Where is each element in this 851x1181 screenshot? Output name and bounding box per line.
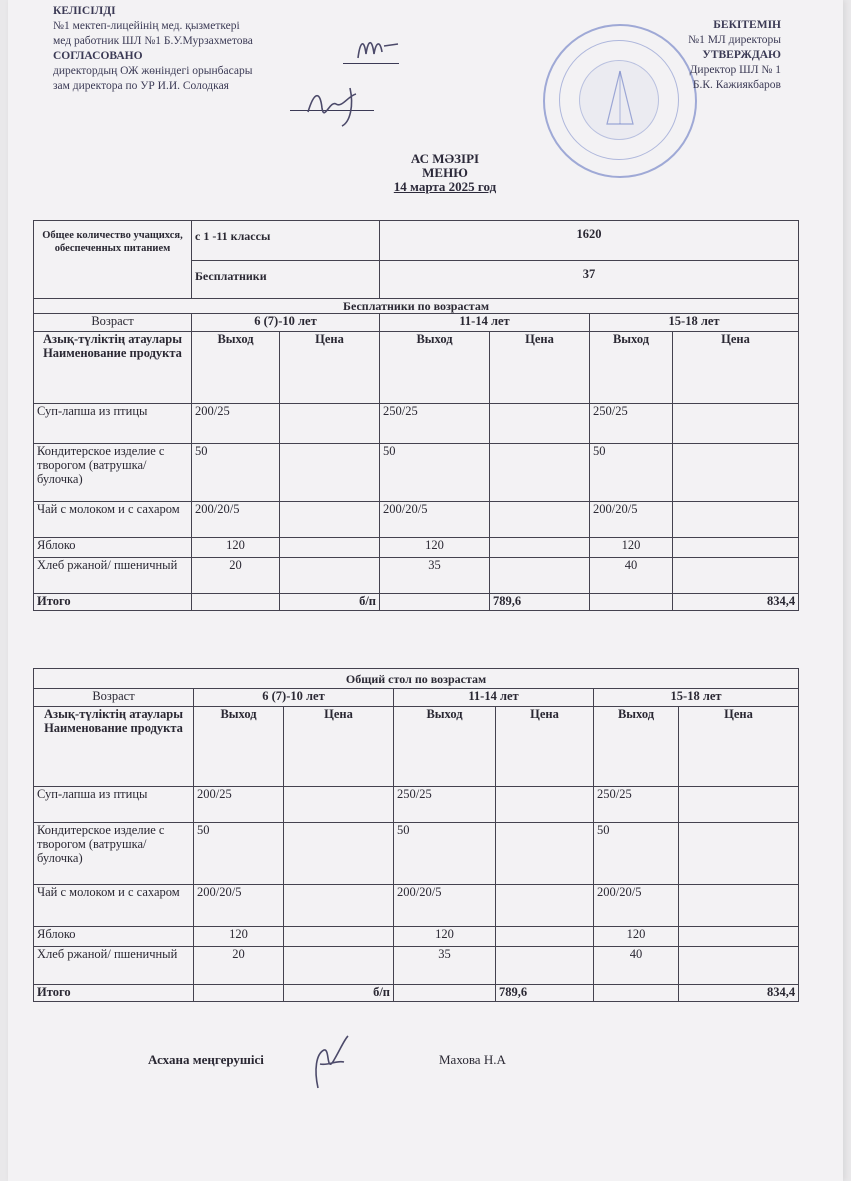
price-cell <box>284 823 394 885</box>
product-name: Хлеб ржаной/ пшеничный <box>34 947 194 985</box>
total-value: 789,6 <box>490 594 590 611</box>
col-price: Цена <box>673 332 799 404</box>
table-row <box>34 502 799 538</box>
footer-name: Махова Н.А <box>439 1052 506 1067</box>
total-row <box>34 594 799 611</box>
title-date: 14 марта 2025 год <box>393 179 497 194</box>
table-row <box>34 404 799 444</box>
output-value: 50 <box>394 823 496 885</box>
footer-label: Асхана меңгерушісі <box>148 1052 264 1067</box>
price-cell <box>490 404 590 444</box>
price-cell <box>284 947 394 985</box>
output-value: 50 <box>192 444 280 502</box>
price-cell <box>490 444 590 502</box>
output-value: 35 <box>380 558 490 594</box>
output-value: 120 <box>192 538 280 558</box>
price-cell <box>673 444 799 502</box>
output-value: 200/20/5 <box>590 502 673 538</box>
price-cell <box>679 927 799 947</box>
table-title: Общий стол по возрастам <box>34 669 799 689</box>
output-value: 250/25 <box>590 404 673 444</box>
product-name: Чай с молоком и с сахаром <box>34 502 192 538</box>
price-cell <box>490 502 590 538</box>
output-value: 40 <box>594 947 679 985</box>
col-output: Выход <box>192 332 280 404</box>
price-cell <box>284 787 394 823</box>
menu-table-general <box>33 668 799 1002</box>
product-name: Яблоко <box>34 538 192 558</box>
output-value: 250/25 <box>394 787 496 823</box>
output-value: 200/20/5 <box>594 885 679 927</box>
price-cell <box>679 947 799 985</box>
price-cell <box>673 404 799 444</box>
price-cell <box>280 502 380 538</box>
output-value: 50 <box>594 823 679 885</box>
output-value: 200/20/5 <box>380 502 490 538</box>
age-group: 15-18 лет <box>594 689 799 707</box>
header-right-line: Директор ШЛ № 1 <box>689 64 781 76</box>
signature-mark <box>300 82 380 130</box>
total-value: 834,4 <box>673 594 799 611</box>
output-value: 250/25 <box>380 404 490 444</box>
age-label: Возраст <box>34 314 192 332</box>
menu-table-free <box>33 298 799 611</box>
output-value: 200/25 <box>194 787 284 823</box>
header-left-line: зам директора по УР И.И. Солодкая <box>53 80 229 92</box>
total-value: 834,4 <box>679 985 799 1002</box>
price-cell <box>496 787 594 823</box>
age-label: Возраст <box>34 689 194 707</box>
header-left-line: КЕЛІСІЛДІ <box>53 5 116 17</box>
table-row <box>34 823 799 885</box>
price-cell <box>679 823 799 885</box>
col-price: Цена <box>280 332 380 404</box>
header-left-line: директордың ОЖ жөніндегі орынбасары <box>53 65 253 77</box>
col-output: Выход <box>394 707 496 787</box>
table-row <box>34 538 799 558</box>
signature-mark <box>300 1030 360 1092</box>
col-price: Цена <box>679 707 799 787</box>
price-cell <box>673 538 799 558</box>
price-cell <box>679 885 799 927</box>
table-row <box>34 885 799 927</box>
product-name: Кондитерское изделие с творогом (ватрушка/булочка) <box>34 444 192 502</box>
col-output: Выход <box>590 332 673 404</box>
output-value: 50 <box>590 444 673 502</box>
header-right <box>688 18 781 93</box>
table-title: Бесплатники по возрастам <box>34 299 799 314</box>
price-cell <box>280 404 380 444</box>
output-value: 200/25 <box>192 404 280 444</box>
col-price: Цена <box>496 707 594 787</box>
price-cell <box>280 538 380 558</box>
output-value: 120 <box>590 538 673 558</box>
official-stamp <box>543 24 697 178</box>
product-name: Яблоко <box>34 927 194 947</box>
header-left-line: №1 мектеп-лицейінің мед. қызметкері <box>53 20 240 32</box>
col-output: Выход <box>594 707 679 787</box>
product-name: Хлеб ржаной/ пшеничный <box>34 558 192 594</box>
age-group: 6 (7)-10 лет <box>194 689 394 707</box>
header-right-line: №1 МЛ директоры <box>688 34 781 46</box>
age-group: 6 (7)-10 лет <box>192 314 380 332</box>
price-cell <box>673 502 799 538</box>
title-ru: МЕНЮ <box>422 165 468 180</box>
name-header: Азық-түліктің атаулары Наименование продукта <box>34 332 192 404</box>
output-value: 35 <box>394 947 496 985</box>
total-value: 789,6 <box>496 985 594 1002</box>
document-title <box>330 152 560 194</box>
price-cell <box>679 787 799 823</box>
total-value: б/п <box>280 594 380 611</box>
table-row <box>34 444 799 502</box>
output-value: 200/20/5 <box>394 885 496 927</box>
output-value: 120 <box>194 927 284 947</box>
output-value: 120 <box>380 538 490 558</box>
summary-row2-label: Бесплатники <box>192 261 380 299</box>
output-value: 120 <box>394 927 496 947</box>
output-value: 200/20/5 <box>192 502 280 538</box>
name-header: Азық-түліктің атаулары Наименование продукта <box>34 707 194 787</box>
product-name: Суп-лапша из птицы <box>34 787 194 823</box>
summary-row1-label: с 1 -11 классы <box>192 221 380 261</box>
total-label: Итого <box>34 985 194 1002</box>
price-cell <box>496 927 594 947</box>
price-cell <box>496 885 594 927</box>
age-group: 15-18 лет <box>590 314 799 332</box>
summary-label: Общее количество учащихся, обеспеченных питанием <box>34 221 192 299</box>
product-name: Суп-лапша из птицы <box>34 404 192 444</box>
age-group: 11-14 лет <box>380 314 590 332</box>
header-left <box>53 4 253 94</box>
col-price: Цена <box>490 332 590 404</box>
table-row <box>34 927 799 947</box>
table-row <box>34 787 799 823</box>
summary-row2-value: 37 <box>380 261 799 299</box>
signature-mark <box>352 28 402 68</box>
output-value: 50 <box>380 444 490 502</box>
price-cell <box>673 558 799 594</box>
summary-table <box>33 220 799 299</box>
price-cell <box>496 947 594 985</box>
product-name: Кондитерское изделие с творогом (ватрушка/булочка) <box>34 823 194 885</box>
table-row <box>34 947 799 985</box>
output-value: 120 <box>594 927 679 947</box>
price-cell <box>280 558 380 594</box>
output-value: 250/25 <box>594 787 679 823</box>
total-row <box>34 985 799 1002</box>
output-value: 200/20/5 <box>194 885 284 927</box>
header-right-line: УТВЕРЖДАЮ <box>702 49 781 61</box>
header-left-line: СОГЛАСОВАНО <box>53 50 143 62</box>
col-price: Цена <box>284 707 394 787</box>
price-cell <box>284 927 394 947</box>
col-output: Выход <box>380 332 490 404</box>
output-value: 40 <box>590 558 673 594</box>
output-value: 50 <box>194 823 284 885</box>
total-value: б/п <box>284 985 394 1002</box>
output-value: 20 <box>192 558 280 594</box>
price-cell <box>284 885 394 927</box>
col-output: Выход <box>194 707 284 787</box>
header-right-line: БЕКІТЕМІН <box>713 19 781 31</box>
summary-row1-value: 1620 <box>380 221 799 261</box>
product-name: Чай с молоком и с сахаром <box>34 885 194 927</box>
header-left-line: мед работник ШЛ №1 Б.У.Мурзахметова <box>53 35 253 47</box>
title-kz: АС МӘЗІРІ <box>410 151 480 166</box>
price-cell <box>280 444 380 502</box>
header-right-line: Б.К. Кажиякбаров <box>692 79 781 91</box>
price-cell <box>496 823 594 885</box>
output-value: 20 <box>194 947 284 985</box>
price-cell <box>490 538 590 558</box>
total-label: Итого <box>34 594 192 611</box>
price-cell <box>490 558 590 594</box>
table-row <box>34 558 799 594</box>
age-group: 11-14 лет <box>394 689 594 707</box>
